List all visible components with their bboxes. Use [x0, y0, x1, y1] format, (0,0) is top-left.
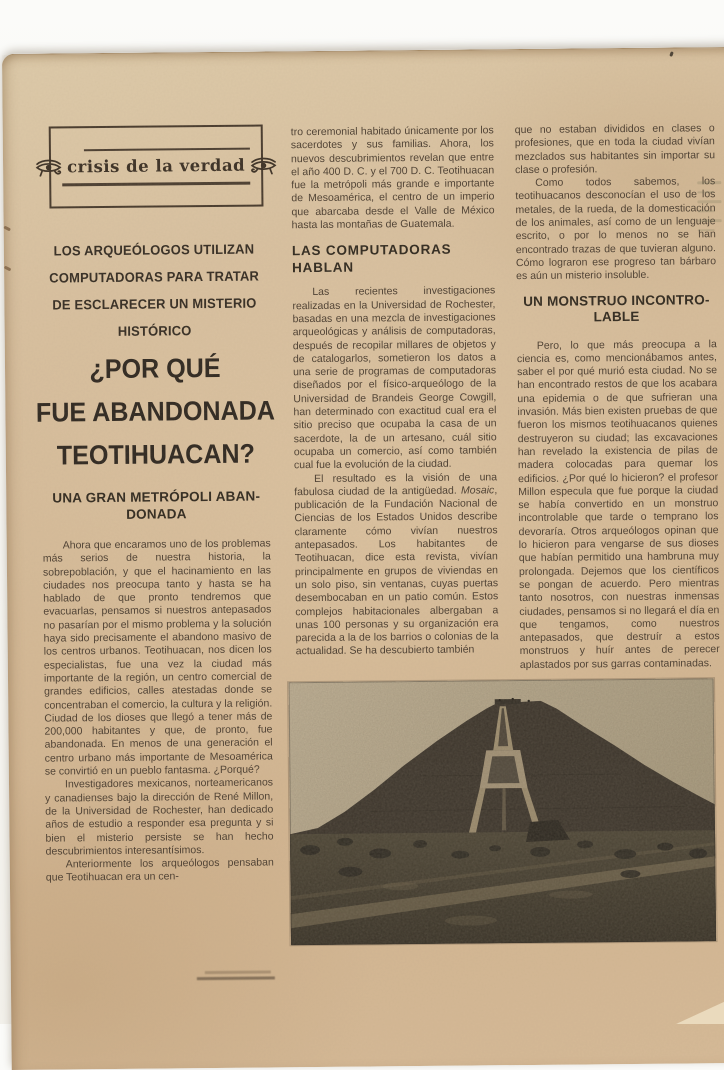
eye-of-horus-icon	[250, 156, 277, 174]
paragraph-lead: El resultado es la visión de una fabulosa ciudad de la antigüedad.	[294, 470, 498, 499]
paragraph: tro ceremonial habitado únicamente por los sacerdotes y sus familias. Ahora, los nuevos descubrimientos revelan que entre el año 400 D. C. y el 700 D. C. Teotihuacan fue la metrópoli más grande e importante de Mesoamérica, el centro de un imperio que abarcaba desde el Valle de México hasta las montañas de Guatemala.	[290, 124, 495, 232]
heading-gran-metropoli: UNA GRAN METRÓPOLI ABAN- DONADA	[52, 488, 261, 522]
ink-speck	[669, 51, 673, 57]
pyramid-of-the-sun-photo	[288, 678, 717, 945]
binding-stitch	[4, 266, 12, 272]
article-kicker: LOS ARQUEÓLOGOS UTILIZAN COMPUTADORAS PARA TRATAR DE ESCLARECER UN MISTERIO HISTÓRICO	[49, 241, 260, 339]
illegible-bleedthrough-mark	[197, 970, 275, 979]
paragraph: Anteriormente los arqueólogos pensaban que Teotihuacan era un cen-	[45, 856, 274, 885]
paragraph: Ahora que encaramos uno de los problemas más serios de nuestra historia, la sobrepoblación, y que el hacinamiento en las ciudades nos preocupa tanto y hasta se ha hablado de que pronto tendremos que evacuarlas, pensamos si nuestros antepasados no pasarían por el mismo problema y la solución haya sido precisamente el abandono masivo de los centros urbanos. Teotihuacan, nos dicen los especialistas, fue una vez la ciudad más importante de la región, un centro comercial de grandes edificios, calles atestadas donde se concentraban el comercio, la cultura y la religión. Ciudad de los dioses que llegó a tener más de 200,000 habitantes y que, de pronto, fue abandonada. En menos de una generación el centro urbano más importante de Mesoamérica se convirtió en un pueblo fantasma. ¿Porqué?	[42, 537, 273, 778]
paragraph-rest: , publicación de la Fundación Nacional de Ciencias de los Estados Unidos describe claramente cómo vivían nuestros antepasados. Los habitantes de Teotihuacan, dice esta revista, vivían principalmente en grupos de viviendas en un solo piso, sin ventanas, cuyas puertas desembocaban en un patio común. Estos complejos habitacionales albergaban a unas 100 personas y su organización era parecida a la de los barrios o colonias de la actualidad. Se ha descubierto también	[294, 484, 499, 658]
paragraph: Como todos sabemos, los teotihuacanos desconocían el uso de los metales, de la rueda, de la domesticación de los animales, así como de un lenguaje escrito, o por lo menos no se han encontrado trazas de que tuvieran alguno. Cómo lograron ese progreso tan bárbaro es aún un misterio insoluble.	[515, 175, 717, 283]
paragraph: Investigadores mexicanos, norteamericanos y canadienses bajo la dirección de René Millon, de la Universidad de Rochester, han dedicado años de estudio a responder esa pregunta y si bien el misterio persiste se han hecho descubrimientos interesantísimos.	[45, 776, 274, 858]
paragraph	[294, 471, 499, 659]
paragraph: Las recientes investigaciones realizadas en la Universidad de Rochester, basadas en una mezcla de investigaciones arqueológicas y análisis de computadoras, después de recopilar millares de objetos y de catalogarlos, sometieron los datos a una serie de programas de computadoras diseñados por el físico-arqueólogo de la Universidad de Brandeis George Cowgill, han determinado con exactitud cual era el sitio preciso que ocupaba la casa de un sacerdote, la de un artesano, cuál sitio ocupaba un comercio, así como también cual fue la evolución de la ciudad.	[292, 284, 497, 472]
column-3	[515, 122, 720, 672]
heading-computadoras-hablan: LAS COMPUTADORAS HABLAN	[291, 242, 452, 276]
paragraph: Pero, lo que más preocupa a la ciencia es, como mencionábamos antes, saber el por qué murió esta ciudad. No se han encontrado restos de que los acabara una epidemia o de que sufrieran una invasión. Más bien existen pruebas de que fueron los mismos teotihuacanos quienes destruyeron su ciudad; las excavaciones han revelado la existencia de pilas de madera colocadas para quemar los edificios. ¿Por qué lo hicieron? el profesor Millon especula que fue porque la ciudad se había convertido en un monstruo incontrolable que tarde o temprano los devoraría. Otros arqueólogos opinan que lo hicieron para vengarse de sus dioses que habían permitido una hambruna muy prolongada. Dejemos que los científicos se pongan de acuerdo. Pero mientras tanto nosotros, con nuestras inmensas ciudades, pensamos si no llegará el día en que tengamos, como nuestros antepasados, que destruír a estos monstruos y huír antes de perecer aplastados por sus garras contaminadas.	[516, 337, 720, 671]
masthead-rule-bottom	[62, 182, 250, 186]
masthead-rule-top	[84, 147, 250, 151]
masthead-title: crisis de la verdad	[66, 155, 246, 177]
binding-stitch	[3, 226, 11, 232]
magazine-name: Mosaic	[460, 484, 495, 497]
section-masthead	[49, 125, 264, 209]
magazine-page	[2, 47, 724, 1070]
column-2	[291, 124, 499, 659]
article-title: ¿POR QUÉ FUE ABANDONADA TEOTIHUACAN?	[35, 352, 276, 471]
ink-bleedthrough-marks	[697, 174, 722, 238]
eye-of-horus-icon	[35, 158, 62, 176]
heading-monstruo-incontrolable: UN MONSTRUO INCONTRO- LABLE	[523, 291, 710, 325]
column-1	[42, 488, 274, 885]
paragraph: que no estaban divididos en clases o profesiones, que en toda la ciudad vivían mezclados sus habitantes sin importar su clase o profesión.	[514, 122, 716, 176]
